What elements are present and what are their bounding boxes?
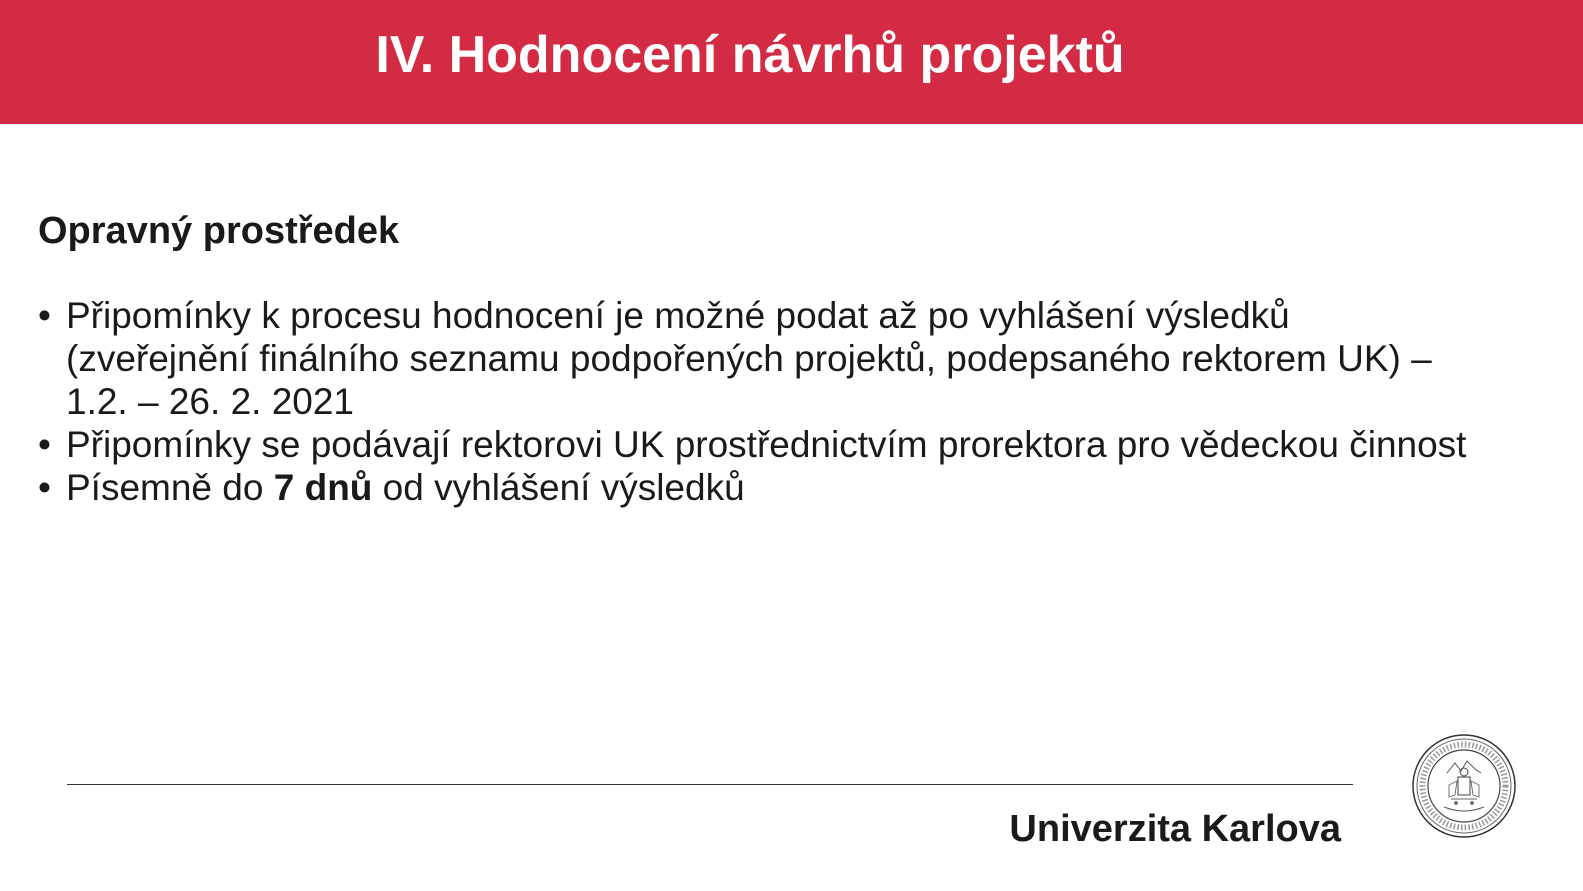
- bullet-item: [38, 294, 1478, 423]
- bullet-icon: •: [38, 424, 51, 465]
- bullet-item: [38, 423, 1478, 466]
- title-bar: [0, 0, 1583, 124]
- bullet-item: [38, 466, 1478, 509]
- bullet-text: Připomínky k procesu hodnocení je možné podat až po vyhlášení výsledků (zveřejnění finálního seznamu podpořených projektů, podepsaného rektorem UK) – 1.2. – 26. 2. 2021: [66, 295, 1432, 422]
- bullet-icon: •: [38, 295, 51, 336]
- bullet-text: Připomínky se podávají rektorovi UK prostřednictvím prorektora pro vědeckou činnost: [66, 424, 1467, 465]
- university-name: Univerzita Karlova: [1009, 808, 1341, 850]
- section-heading: Opravný prostředek: [38, 210, 400, 252]
- bullet-text-suffix: od vyhlášení výsledků: [372, 467, 745, 508]
- slide-title: IV. Hodnocení návrhů projektů: [375, 26, 1125, 84]
- university-seal-icon: [1411, 733, 1517, 839]
- bullet-text-prefix: Písemně do: [66, 467, 274, 508]
- bullet-text-emphasis: 7 dnů: [273, 467, 373, 508]
- footer-divider: [67, 784, 1353, 785]
- bullet-list: [38, 294, 1478, 509]
- bullet-icon: •: [38, 467, 51, 508]
